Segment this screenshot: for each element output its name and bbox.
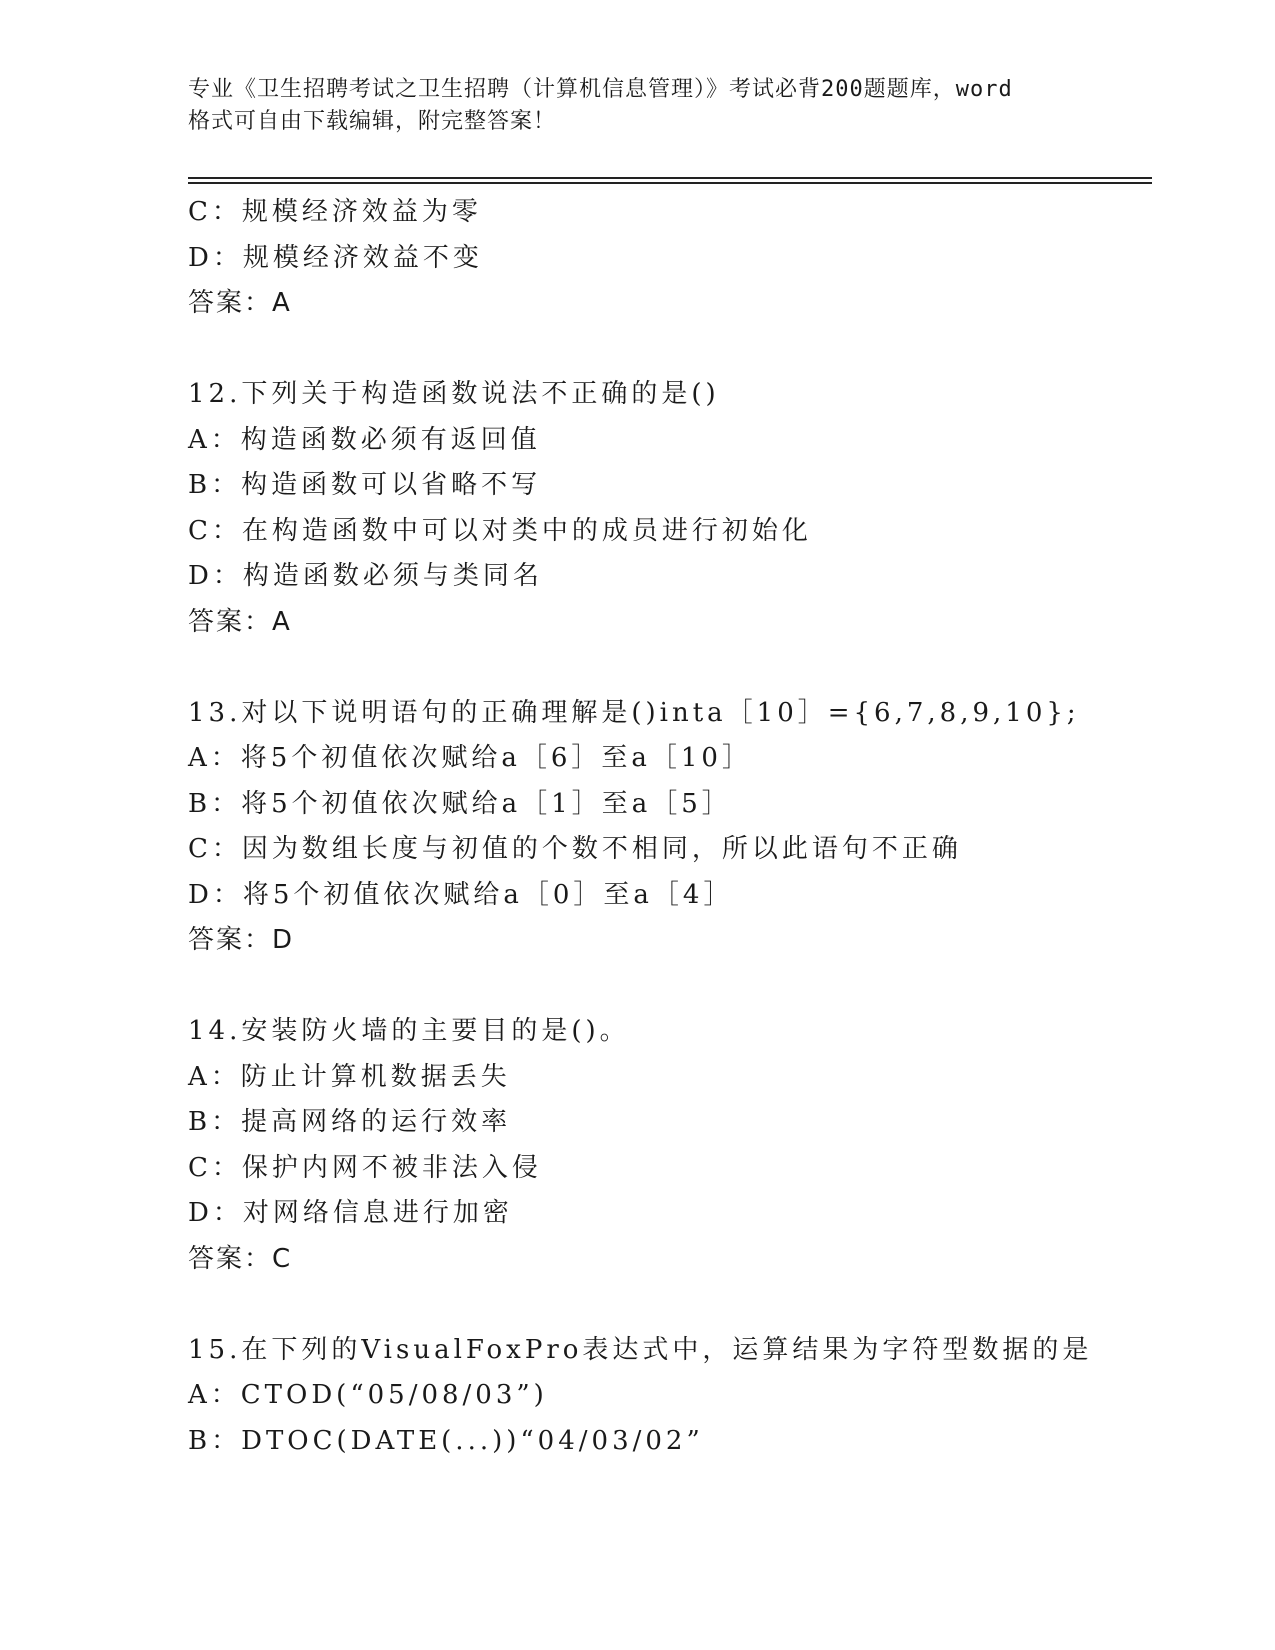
header-title-line-1: 专业《卫生招聘考试之卫生招聘（计算机信息管理）》考试必背200题题库，word	[188, 77, 1013, 102]
question-text: 15.在下列的VisualFoxPro表达式中，运算结果为字符型数据的是	[188, 1334, 1093, 1365]
header-divider-top	[188, 177, 1152, 179]
option-a: A：防止计算机数据丢失	[188, 1061, 511, 1092]
spacer	[188, 327, 1148, 373]
option-b: B：构造函数可以省略不写	[188, 470, 542, 500]
question-text: 14.安装防火墙的主要目的是()。	[188, 1016, 630, 1046]
option-d: D：构造函数必须与类同名	[188, 561, 543, 591]
question-11	[188, 190, 1148, 327]
option-c: C：保护内网不被非法入侵	[188, 1152, 542, 1183]
question-13	[188, 691, 1148, 964]
option-d: D：规模经济效益不变	[188, 242, 483, 273]
question-text: 12.下列关于构造函数说法不正确的是()	[188, 379, 720, 409]
option-a: A：构造函数必须有返回值	[188, 424, 541, 455]
option-b: B：DTOC(DATE(...))“04/03/02”	[188, 1425, 704, 1456]
option-d: D：将5个初值依次赋给a［0］至a［4］	[188, 879, 734, 910]
option-c: C：因为数组长度与初值的个数不相同，所以此语句不正确	[188, 834, 962, 864]
question-15	[188, 1328, 1148, 1465]
option-a: A：CTOD(“05/08/03”)	[188, 1380, 548, 1410]
spacer	[188, 1282, 1148, 1328]
question-text: 13.对以下说明语句的正确理解是()inta［10］={6,7,8,9,10};	[188, 697, 1080, 728]
answer: 答案：A	[188, 288, 292, 318]
answer: 答案：A	[188, 606, 292, 637]
option-b: B：将5个初值依次赋给a［1］至a［5］	[188, 788, 732, 819]
document-header	[188, 74, 1088, 138]
option-a: A：将5个初值依次赋给a［6］至a［10］	[188, 743, 752, 773]
option-d: D：对网络信息进行加密	[188, 1198, 513, 1228]
question-list	[188, 190, 1148, 1464]
header-divider-bottom	[188, 182, 1152, 184]
answer: 答案：D	[188, 925, 295, 955]
option-c: C：规模经济效益为零	[188, 197, 482, 227]
option-c: C：在构造函数中可以对类中的成员进行初始化	[188, 515, 812, 546]
spacer	[188, 645, 1148, 691]
question-12	[188, 372, 1148, 645]
option-b: B：提高网络的运行效率	[188, 1107, 512, 1137]
header-title-line-2: 格式可自由下载编辑，附完整答案！	[188, 109, 557, 134]
question-14	[188, 1009, 1148, 1282]
answer: 答案：C	[188, 1243, 293, 1274]
spacer	[188, 964, 1148, 1010]
